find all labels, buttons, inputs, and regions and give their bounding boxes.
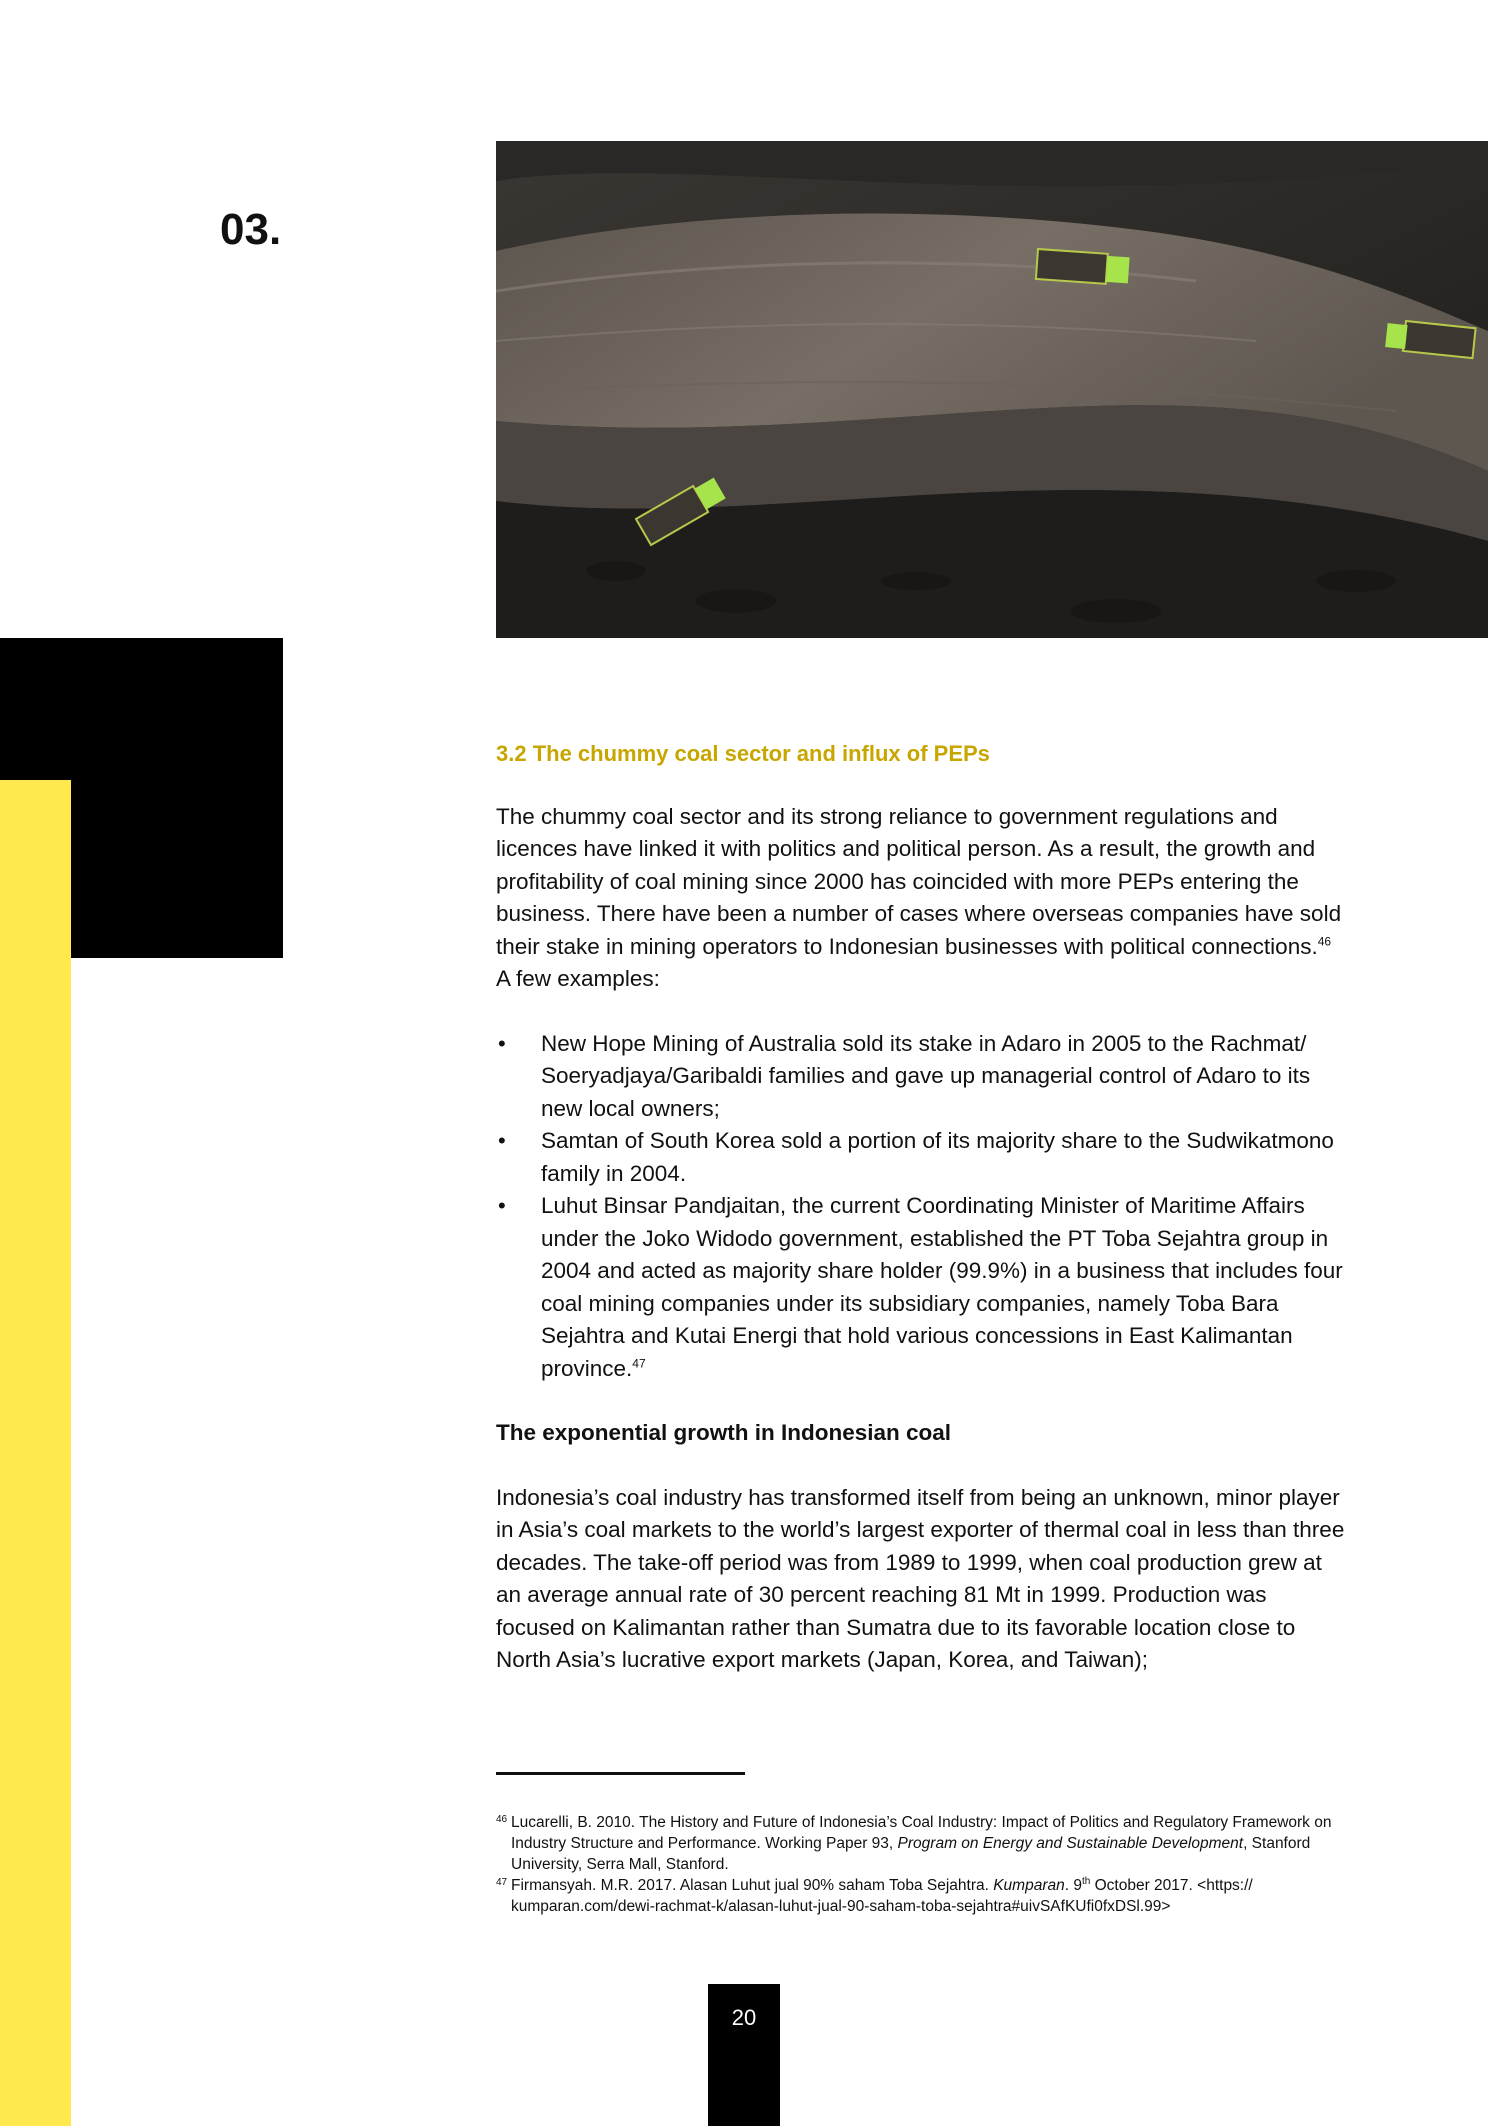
intro-text: The chummy coal sector and its strong reliance to government regulations and licences have linked it with politics and political person. As a result, the growth and profitability of coal mining since 2000 has coincided with more PEPs entering the business. There have been a number of cases where overseas companies have sold their stake in mining operators to Indonesian businesses with political connections. [496,803,1342,959]
list-item-text: Samtan of South Korea sold a portion of its majority share to the Sudwikatmono family in 2004. [541,1128,1334,1186]
main-text [496,738,1346,1709]
list-item-text: New Hope Mining of Australia sold its stake in Adaro in 2005 to the Rachmat/ Soeryadjaya/Garibaldi families and gave up managerial control of Adaro to its new local owners; [541,1030,1311,1121]
footnote-sup: th [1081,1875,1091,1887]
list-item [496,1190,1346,1385]
yellow-accent-bar [0,780,71,2126]
footnotes [496,1812,1346,1917]
footnote-text: , Stanford University, Serra Mall, Stanford. [511,1835,1311,1873]
footnote-text: Lucarelli, B. 2010. The History and Future of Indonesia’s Coal Industry: Impact of Politics and Regulatory Framework on Industry Structure and Performance. Working Paper 93, [511,1814,1332,1852]
footnote-47: 47 Firmansyah. M.R. 2017. Alasan Luhut jual 90% saham Toba Sejahtra. Kumparan. 9th October 2017. <https:// kumparan.com/dewi-rachmat-k/alasan-luhut-jual-90-saham-toba-sejahtra#uivSAfKUfi0fxDSl.99> [496,1875,1253,1915]
footnote-text: . 9 [1064,1877,1082,1894]
section-heading: 3.2 The chummy coal sector and influx of PEPs [496,741,990,766]
footnote-italic: Kumparan [993,1877,1065,1894]
footnote-text: Firmansyah. M.R. 2017. Alasan Luhut jual 90% saham Toba Sejahtra. [511,1877,994,1894]
intro-tail: A few examples: [496,966,660,991]
list-item-text: Luhut Binsar Pandjaitan, the current Coordinating Minister of Maritime Affairs under the Joko Widodo government, established the PT Toba Sejahtra group in 2004 and acted as majority share holder (99.9%) in a business that includes four coal mining companies under its subsidiary companies, namely Toba Bara Sejahtra and Kutai Energi that hold various concessions in East Kalimantan province. [541,1193,1343,1381]
footnote-divider [496,1772,745,1775]
page-number: 20 [731,2005,757,2030]
examples-list [496,1028,1346,1386]
footnote-link-text[interactable]: October 2017. <https:// kumparan.com/dewi-rachmat-k/alasan-luhut-jual-90-saham-toba-sejahtra#uivSAfKUfi0fxDSl.99> [511,1877,1253,1915]
black-accent-block [0,638,283,780]
footnote-ref-47: 47 [632,1356,646,1370]
bullet-icon: • [498,1128,506,1153]
intro-paragraph [496,801,1346,996]
bullet-icon: • [498,1030,506,1056]
list-item [496,1125,1346,1190]
bullet-icon: • [498,1193,506,1218]
chapter-number: 03. [220,205,282,254]
footnote-italic: Program on Energy and Sustainable Development [897,1835,1244,1852]
subheading: The exponential growth in Indonesian coal [496,1420,952,1445]
aerial-mining-photo [496,141,1488,638]
list-item [496,1028,1346,1126]
footnote-46: 46 Lucarelli, B. 2010. The History and Future of Indonesia’s Coal Industry: Impact of Politics and Regulatory Framework on Industry Structure and Performance. Working Paper 93, Program on Energy and Sustainable Development, Stanford University, Serra Mall, Stanford. [496,1814,1332,1873]
aerial-mining-photo-icon [496,141,1488,638]
footnote-ref-46: 46 [1317,934,1332,948]
black-accent-block-lower [71,780,283,958]
growth-paragraph: Indonesia’s coal industry has transformed itself from being an unknown, minor player in Asia’s coal markets to the world’s largest exporter of thermal coal in less than three decades. The take-off period was from 1989 to 1999, when coal production grew at an average annual rate of 30 percent reaching 81 Mt in 1999. Production was focused on Kalimantan rather than Sumatra due to its favorable location close to North Asia’s lucrative export markets (Japan, Korea, and Taiwan); [496,1484,1345,1672]
